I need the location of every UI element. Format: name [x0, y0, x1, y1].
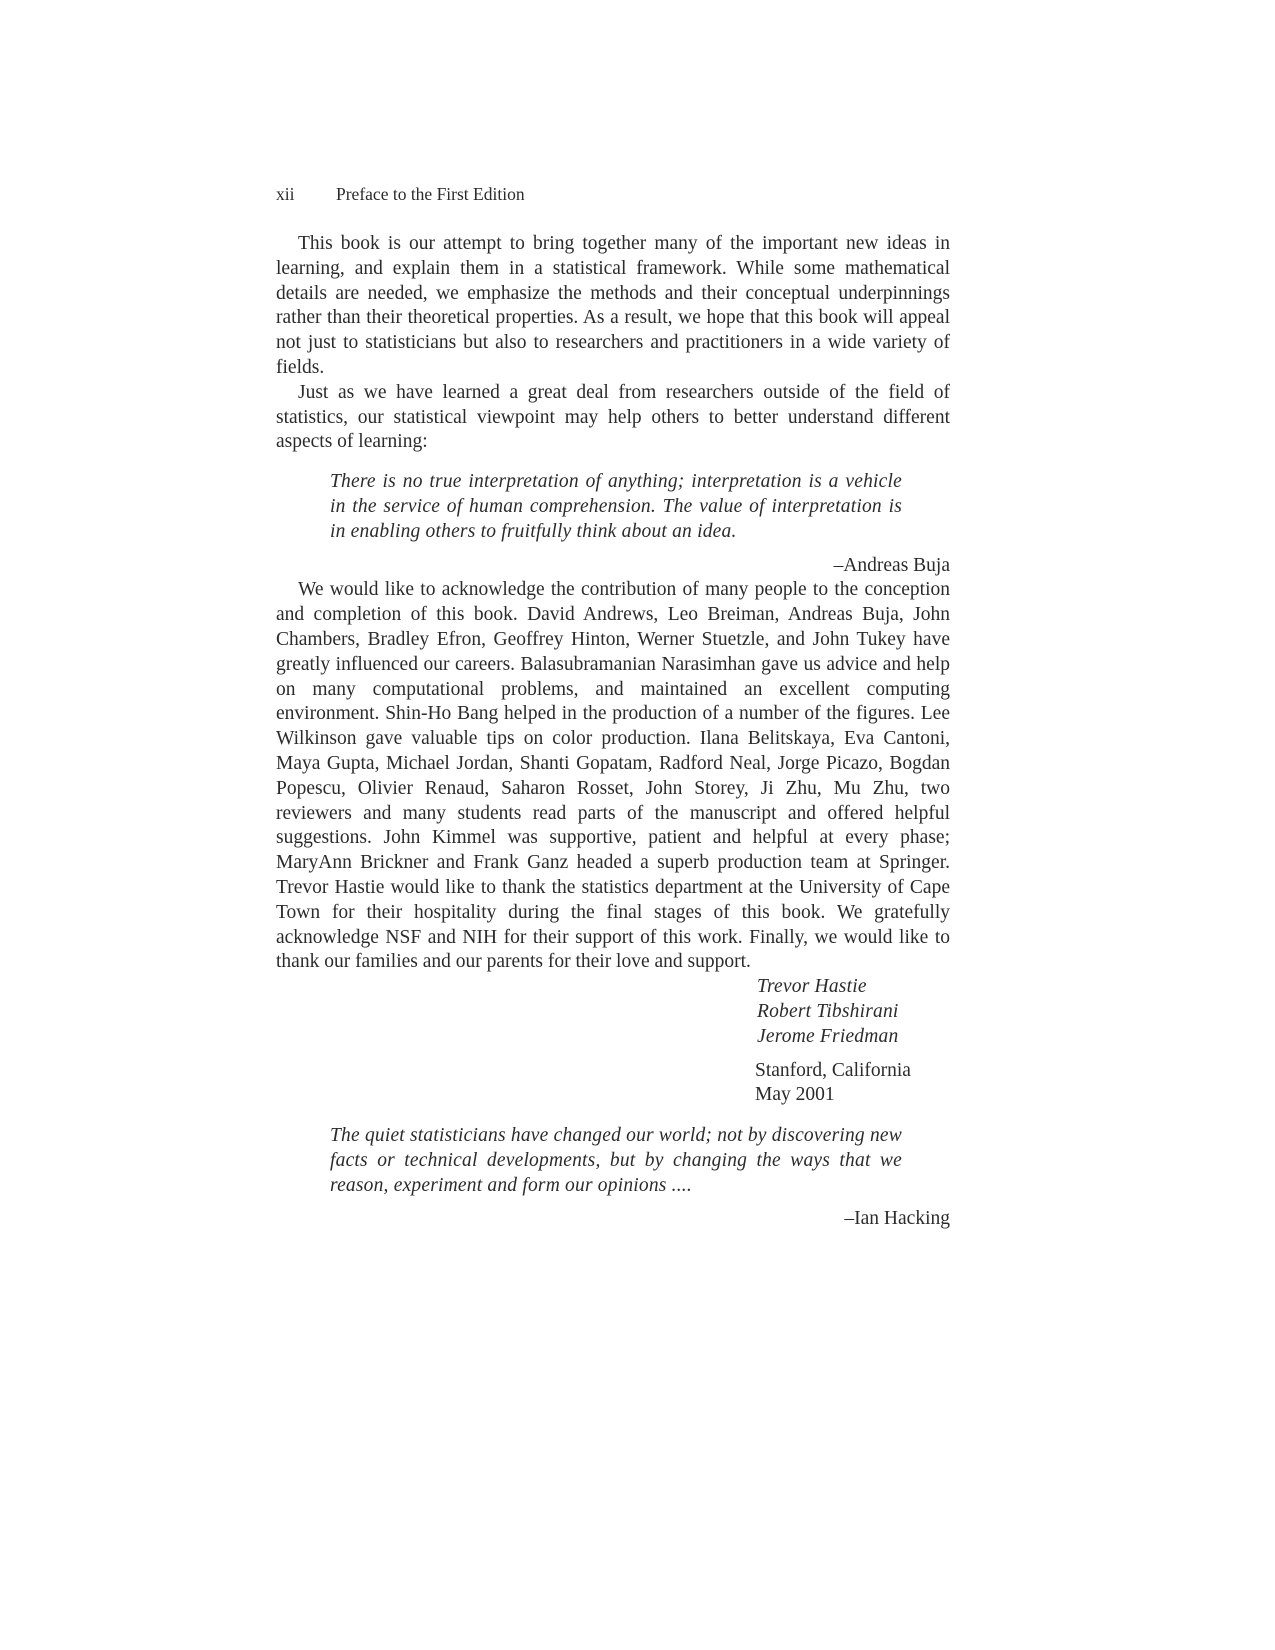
epigraph-quote: There is no true interpretation of anything; interpretation is a vehicle in the service of human comprehension. The value of interpretation is in enabling others to fruitfully think about an idea. — [330, 471, 902, 542]
date: May 2001 — [755, 1084, 835, 1106]
epigraph-attribution: –Andreas Buja — [833, 554, 950, 576]
author-name: Trevor Hastie — [757, 976, 867, 998]
running-head — [276, 183, 950, 205]
paragraph-intro: This book is our attempt to bring together many of the important new ideas in learning, and explain them in a statistical framework. While some mathematical details are needed, we emphasize the methods and their conceptual underpinnings rather than their theoretical properties. As a result, we hope that this book will appeal not just to statisticians but also to researchers and practitioners in a wide variety of fields. — [276, 233, 950, 378]
page-content — [276, 183, 950, 1232]
place-date — [755, 1059, 950, 1109]
location: Stanford, California — [755, 1059, 911, 1081]
paragraph-acknowledgment: We would like to acknowledge the contribution of many people to the conception and completion of this book. David Andrews, Leo Breiman, Andreas Buja, John Chambers, Bradley Efron, Geoffrey Hinton, Werner Stuetzle, and John Tukey have greatly influenced our careers. Balasubramanian Narasimhan gave us advice and help on many computational problems, and maintained an excellent computing environment. Shin-Ho Bang helped in the production of a number of the figures. Lee Wilkinson gave valuable tips on color production. Ilana Belitskaya, Eva Cantoni, Maya Gupta, Michael Jordan, Shanti Gopatam, Radford Neal, Jorge Picazo, Bogdan Popescu, Olivier Renaud, Saharon Rosset, John Storey, Ji Zhu, Mu Zhu, two reviewers and many students read parts of the manuscript and offered helpful suggestions. John Kimmel was supportive, patient and helpful at every phase; MaryAnn Brickner and Frank Ganz headed a superb production team at Springer. Trevor Hastie would like to thank the statistics department at the University of Cape Town for their hospitality during the final stages of this book. We gratefully acknowledge NSF and NIH for their support of this work. Finally, we would like to thank our families and our parents for their love and support. — [276, 579, 950, 973]
closing-quote: The quiet statisticians have changed our world; not by discovering new facts or technical developments, but by changing the ways that we reason, experiment and form our opinions .... — [330, 1125, 902, 1196]
paragraph-viewpoint: Just as we have learned a great deal from researchers outside of the field of statistics, our statistical viewpoint may help others to better understand different aspects of learning: — [276, 381, 950, 453]
author-signature — [757, 975, 950, 1049]
page-number: xii — [276, 184, 295, 204]
author-name: Robert Tibshirani — [757, 1000, 899, 1022]
running-head-title: Preface to the First Edition — [336, 184, 525, 204]
author-name: Jerome Friedman — [757, 1025, 899, 1047]
closing-attribution: –Ian Hacking — [844, 1208, 950, 1230]
